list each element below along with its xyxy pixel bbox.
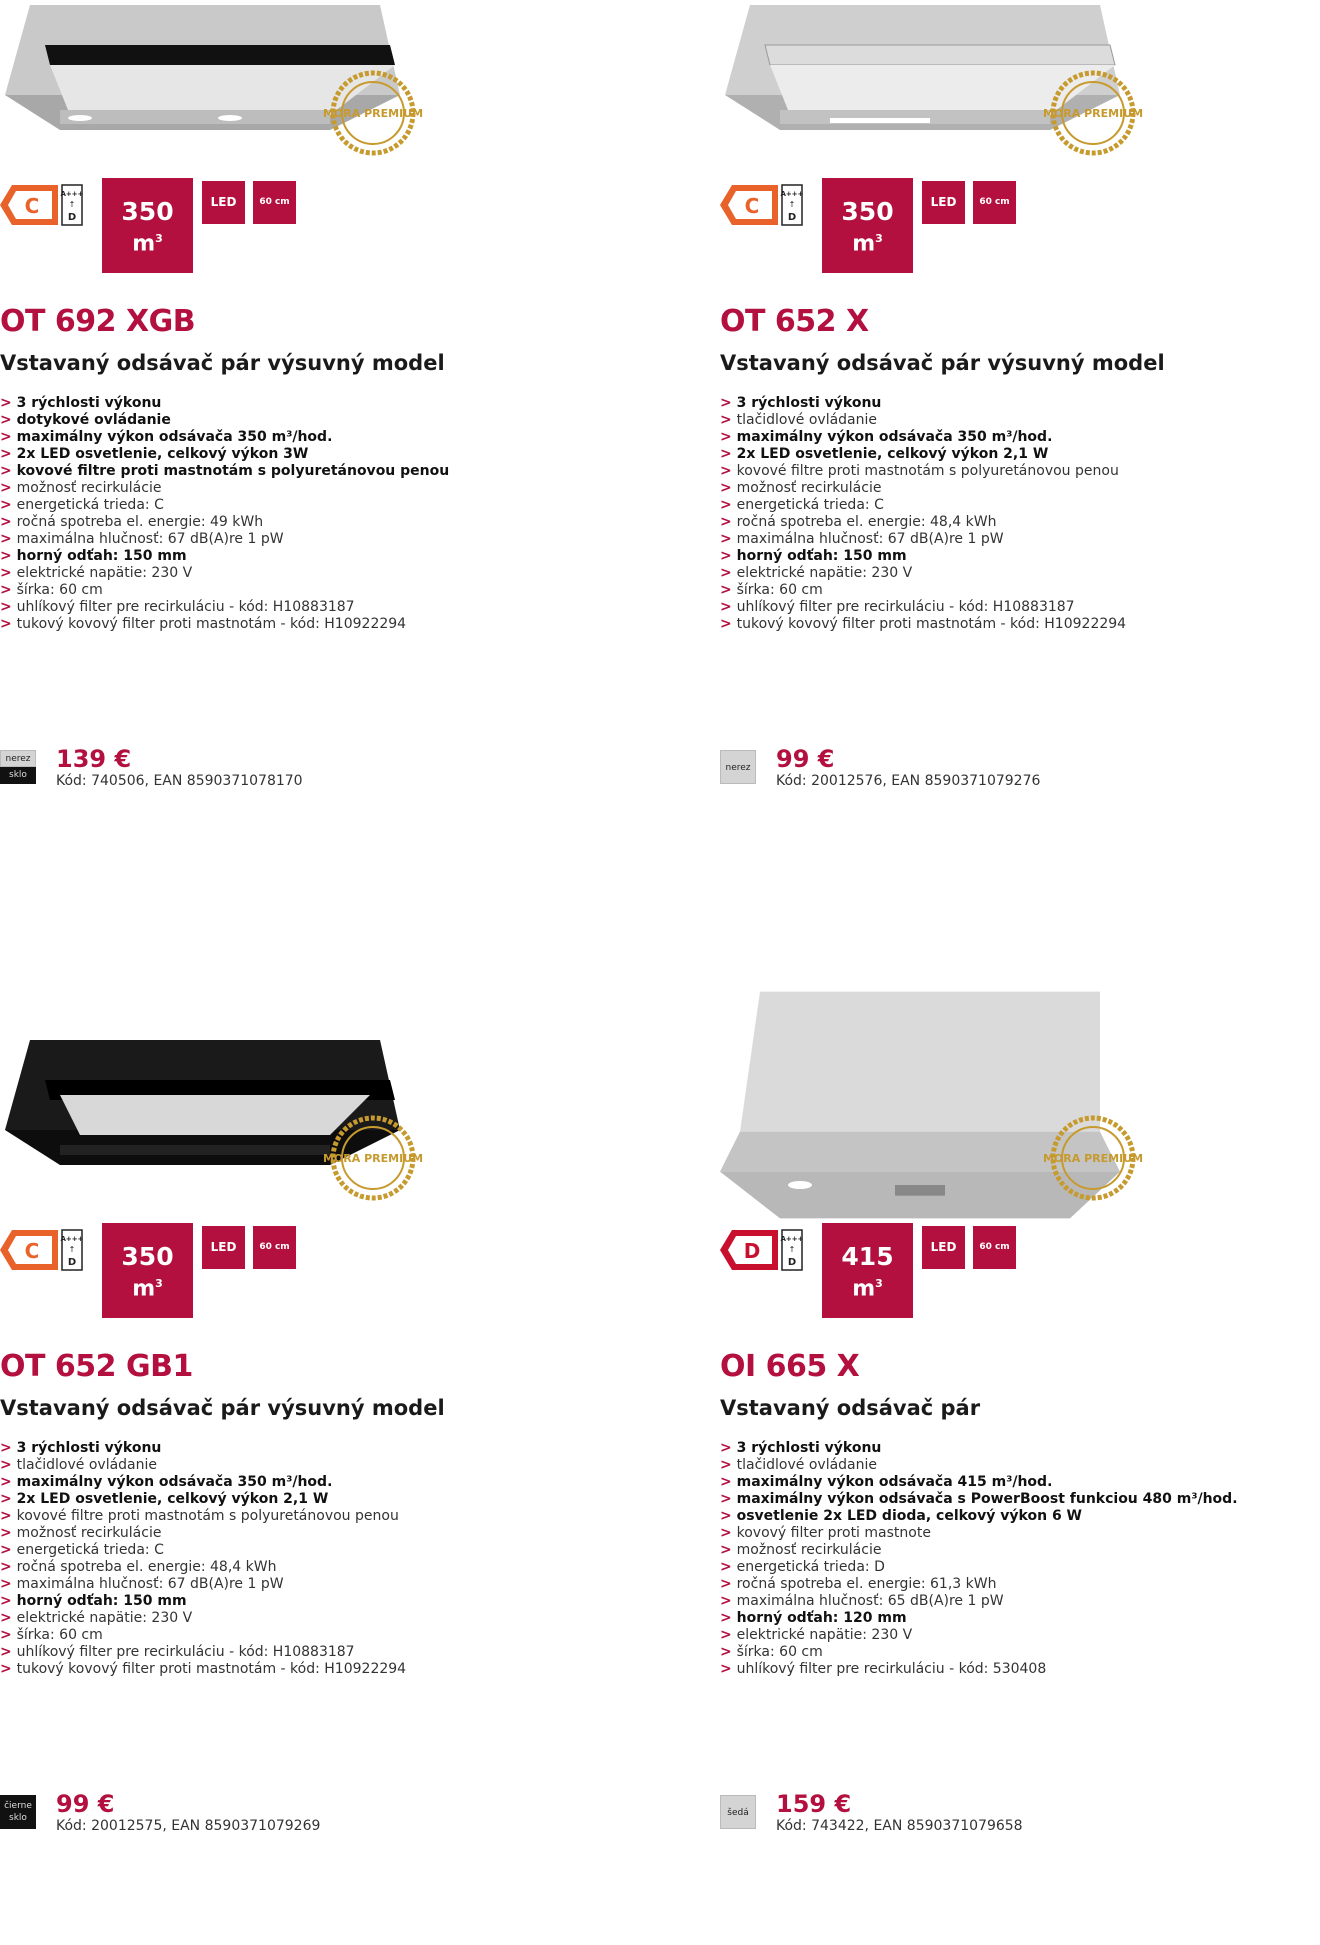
feature-item: > maximálny výkon odsávača 350 m³/hod. [0,1474,600,1491]
feature-item: > tlačidlové ovládanie [720,412,1320,429]
svg-text:↑: ↑ [788,1245,796,1254]
feature-item: > maximálny výkon odsávača 350 m³/hod. [720,429,1320,446]
feature-item: > uhlíkový filter pre recirkuláciu - kód: H10883187 [720,599,1320,616]
feature-item: > maximálna hlučnosť: 67 dB(A)re 1 pW [0,531,600,548]
svg-text:MORA PREMIUM: MORA PREMIUM [1042,107,1144,120]
swatch-nerez: nerez [720,750,756,784]
svg-text:D: D [787,1257,797,1268]
feature-icons [720,1223,1040,1321]
feature-item: > tlačidlové ovládanie [0,1457,600,1474]
svg-text:MORA PREMIUM: MORA PREMIUM [1042,1152,1144,1165]
product-card-ot652x [720,0,1280,900]
product-code: Kód: 743422, EAN 8590371079658 [776,1818,1023,1834]
feature-item: > energetická trieda: C [720,497,1320,514]
feature-item: > horný odťah: 150 mm [720,548,1320,565]
airflow-value: 350 [121,197,174,226]
feature-item: > šírka: 60 cm [0,582,600,599]
feature-item: > tlačidlové ovládanie [720,1457,1320,1474]
price: 159 € [776,1790,852,1818]
product-subtitle: Vstavaný odsávač pár [720,1396,981,1420]
feature-item: > dotykové ovládanie [0,412,600,429]
feature-list [720,1440,1320,1678]
svg-text:MORA PREMIUM: MORA PREMIUM [322,107,424,120]
feature-item: > ročná spotreba el. energie: 48,4 kWh [0,1559,600,1576]
price: 139 € [56,745,132,773]
feature-item: > elektrické napätie: 230 V [720,1627,1320,1644]
color-swatch [720,1795,756,1829]
feature-item: > tukový kovový filter proti mastnotám - kód: H10922294 [0,1661,600,1678]
feature-list [0,1440,600,1678]
airflow-badge [822,178,913,273]
feature-item: > ročná spotreba el. energie: 61,3 kWh [720,1576,1320,1593]
width-icon: 60 cm [973,181,1016,224]
product-card-ot652gb1 [0,1045,560,1945]
feature-list [720,395,1320,633]
feature-item: > 3 rýchlosti výkonu [720,395,1320,412]
feature-item: > uhlíkový filter pre recirkuláciu - kód: 530408 [720,1661,1320,1678]
feature-item: > horný odťah: 150 mm [0,1593,600,1610]
feature-item: > možnosť recirkulácie [720,480,1320,497]
feature-item: > ročná spotreba el. energie: 49 kWh [0,514,600,531]
product-subtitle: Vstavaný odsávač pár výsuvný model [0,351,445,375]
premium-badge-icon [1042,1115,1144,1201]
product-card-oi665x [720,1045,1280,1945]
model-name: OT 692 XGB [0,304,196,339]
airflow-badge [102,1223,193,1318]
feature-item: > maximálny výkon odsávača 350 m³/hod. [0,429,600,446]
energy-class-icon [720,183,805,227]
svg-text:↑: ↑ [68,1245,76,1254]
swatch-sklo: sklo [0,767,36,784]
product-code: Kód: 740506, EAN 8590371078170 [56,773,303,789]
feature-item: > energetická trieda: D [720,1559,1320,1576]
product-card-ot692xgb [0,0,560,900]
svg-text:D: D [787,212,797,223]
feature-item: > 2x LED osvetlenie, celkový výkon 2,1 W [720,446,1320,463]
airflow-unit: $m^3$ [852,1276,883,1302]
svg-text:↑: ↑ [68,200,76,209]
model-name: OT 652 X [720,304,869,339]
width-icon: 60 cm [253,1226,296,1269]
feature-item: > maximálna hlučnosť: 67 dB(A)re 1 pW [720,531,1320,548]
feature-item: > možnosť recirkulácie [0,1525,600,1542]
feature-item: > horný odťah: 120 mm [720,1610,1320,1627]
feature-item: > elektrické napätie: 230 V [0,1610,600,1627]
feature-item: > 3 rýchlosti výkonu [0,1440,600,1457]
premium-badge-icon [322,1115,424,1201]
svg-text:D: D [67,212,77,223]
color-swatch [0,750,36,784]
feature-item: > maximálna hlučnosť: 65 dB(A)re 1 pW [720,1593,1320,1610]
feature-item: > kovové filtre proti mastnotám s polyuretánovou penou [0,463,600,480]
width-icon: 60 cm [973,1226,1016,1269]
svg-text:A+++: A+++ [60,190,84,198]
feature-item: > možnosť recirkulácie [720,1542,1320,1559]
premium-badge-icon [322,70,424,156]
swatch-seda: šedá [720,1795,756,1829]
model-name: OI 665 X [720,1349,860,1384]
color-swatch [0,1795,36,1829]
feature-item: > šírka: 60 cm [720,1644,1320,1661]
feature-item: > ročná spotreba el. energie: 48,4 kWh [720,514,1320,531]
led-icon: LED [922,1226,965,1269]
feature-item: > tukový kovový filter proti mastnotám - kód: H10922294 [720,616,1320,633]
feature-item: > kovové filtre proti mastnotám s polyuretánovou penou [0,1508,600,1525]
feature-item: > možnosť recirkulácie [0,480,600,497]
feature-icons [0,1223,320,1321]
color-swatch [720,750,756,784]
feature-icons [720,178,1040,276]
feature-item: > osvetlenie 2x LED dioda, celkový výkon 6 W [720,1508,1320,1525]
airflow-badge [822,1223,913,1318]
svg-text:MORA PREMIUM: MORA PREMIUM [322,1152,424,1165]
feature-item: > elektrické napätie: 230 V [720,565,1320,582]
svg-text:D: D [743,1239,761,1263]
feature-item: > maximálny výkon odsávača 415 m³/hod. [720,1474,1320,1491]
airflow-unit: $m^3$ [132,231,163,257]
feature-item: > horný odťah: 150 mm [0,548,600,565]
feature-item: > maximálny výkon odsávača s PowerBoost funkciou 480 m³/hod. [720,1491,1320,1508]
energy-class-icon [0,1228,85,1272]
airflow-badge [102,178,193,273]
feature-item: > kovový filter proti mastnote [720,1525,1320,1542]
led-icon: LED [202,181,245,224]
swatch-nerez: nerez [0,750,36,767]
feature-item: > uhlíkový filter pre recirkuláciu - kód: H10883187 [0,599,600,616]
feature-item: > maximálna hlučnosť: 67 dB(A)re 1 pW [0,1576,600,1593]
svg-text:C: C [744,194,760,218]
swatch-cierne-sklo: čierne sklo [0,1795,36,1829]
svg-text:C: C [24,1239,40,1263]
feature-item: > 3 rýchlosti výkonu [0,395,600,412]
feature-item: > 2x LED osvetlenie, celkový výkon 2,1 W [0,1491,600,1508]
feature-item: > 2x LED osvetlenie, celkový výkon 3W [0,446,600,463]
feature-item: > elektrické napätie: 230 V [0,565,600,582]
feature-item: > energetická trieda: C [0,1542,600,1559]
energy-class-icon [0,183,85,227]
width-icon: 60 cm [253,181,296,224]
product-subtitle: Vstavaný odsávač pár výsuvný model [720,351,1165,375]
model-name: OT 652 GB1 [0,1349,193,1384]
svg-text:↑: ↑ [788,200,796,209]
airflow-unit: $m^3$ [852,231,883,257]
energy-class-icon [720,1228,805,1272]
feature-item: > 3 rýchlosti výkonu [720,1440,1320,1457]
airflow-value: 415 [841,1242,894,1271]
led-icon: LED [922,181,965,224]
airflow-unit: $m^3$ [132,1276,163,1302]
feature-item: > uhlíkový filter pre recirkuláciu - kód: H10883187 [0,1644,600,1661]
price: 99 € [56,1790,115,1818]
product-code: Kód: 20012576, EAN 8590371079276 [776,773,1041,789]
airflow-value: 350 [121,1242,174,1271]
led-icon: LED [202,1226,245,1269]
feature-item: > šírka: 60 cm [0,1627,600,1644]
svg-text:A+++: A+++ [780,190,804,198]
feature-item: > šírka: 60 cm [720,582,1320,599]
svg-text:C: C [24,194,40,218]
airflow-value: 350 [841,197,894,226]
feature-icons [0,178,320,276]
feature-item: > kovové filtre proti mastnotám s polyuretánovou penou [720,463,1320,480]
feature-item: > tukový kovový filter proti mastnotám - kód: H10922294 [0,616,600,633]
svg-text:D: D [67,1257,77,1268]
premium-badge-icon [1042,70,1144,156]
feature-item: > energetická trieda: C [0,497,600,514]
product-code: Kód: 20012575, EAN 8590371079269 [56,1818,321,1834]
product-subtitle: Vstavaný odsávač pár výsuvný model [0,1396,445,1420]
svg-text:A+++: A+++ [60,1235,84,1243]
price: 99 € [776,745,835,773]
svg-text:A+++: A+++ [780,1235,804,1243]
feature-list [0,395,600,633]
